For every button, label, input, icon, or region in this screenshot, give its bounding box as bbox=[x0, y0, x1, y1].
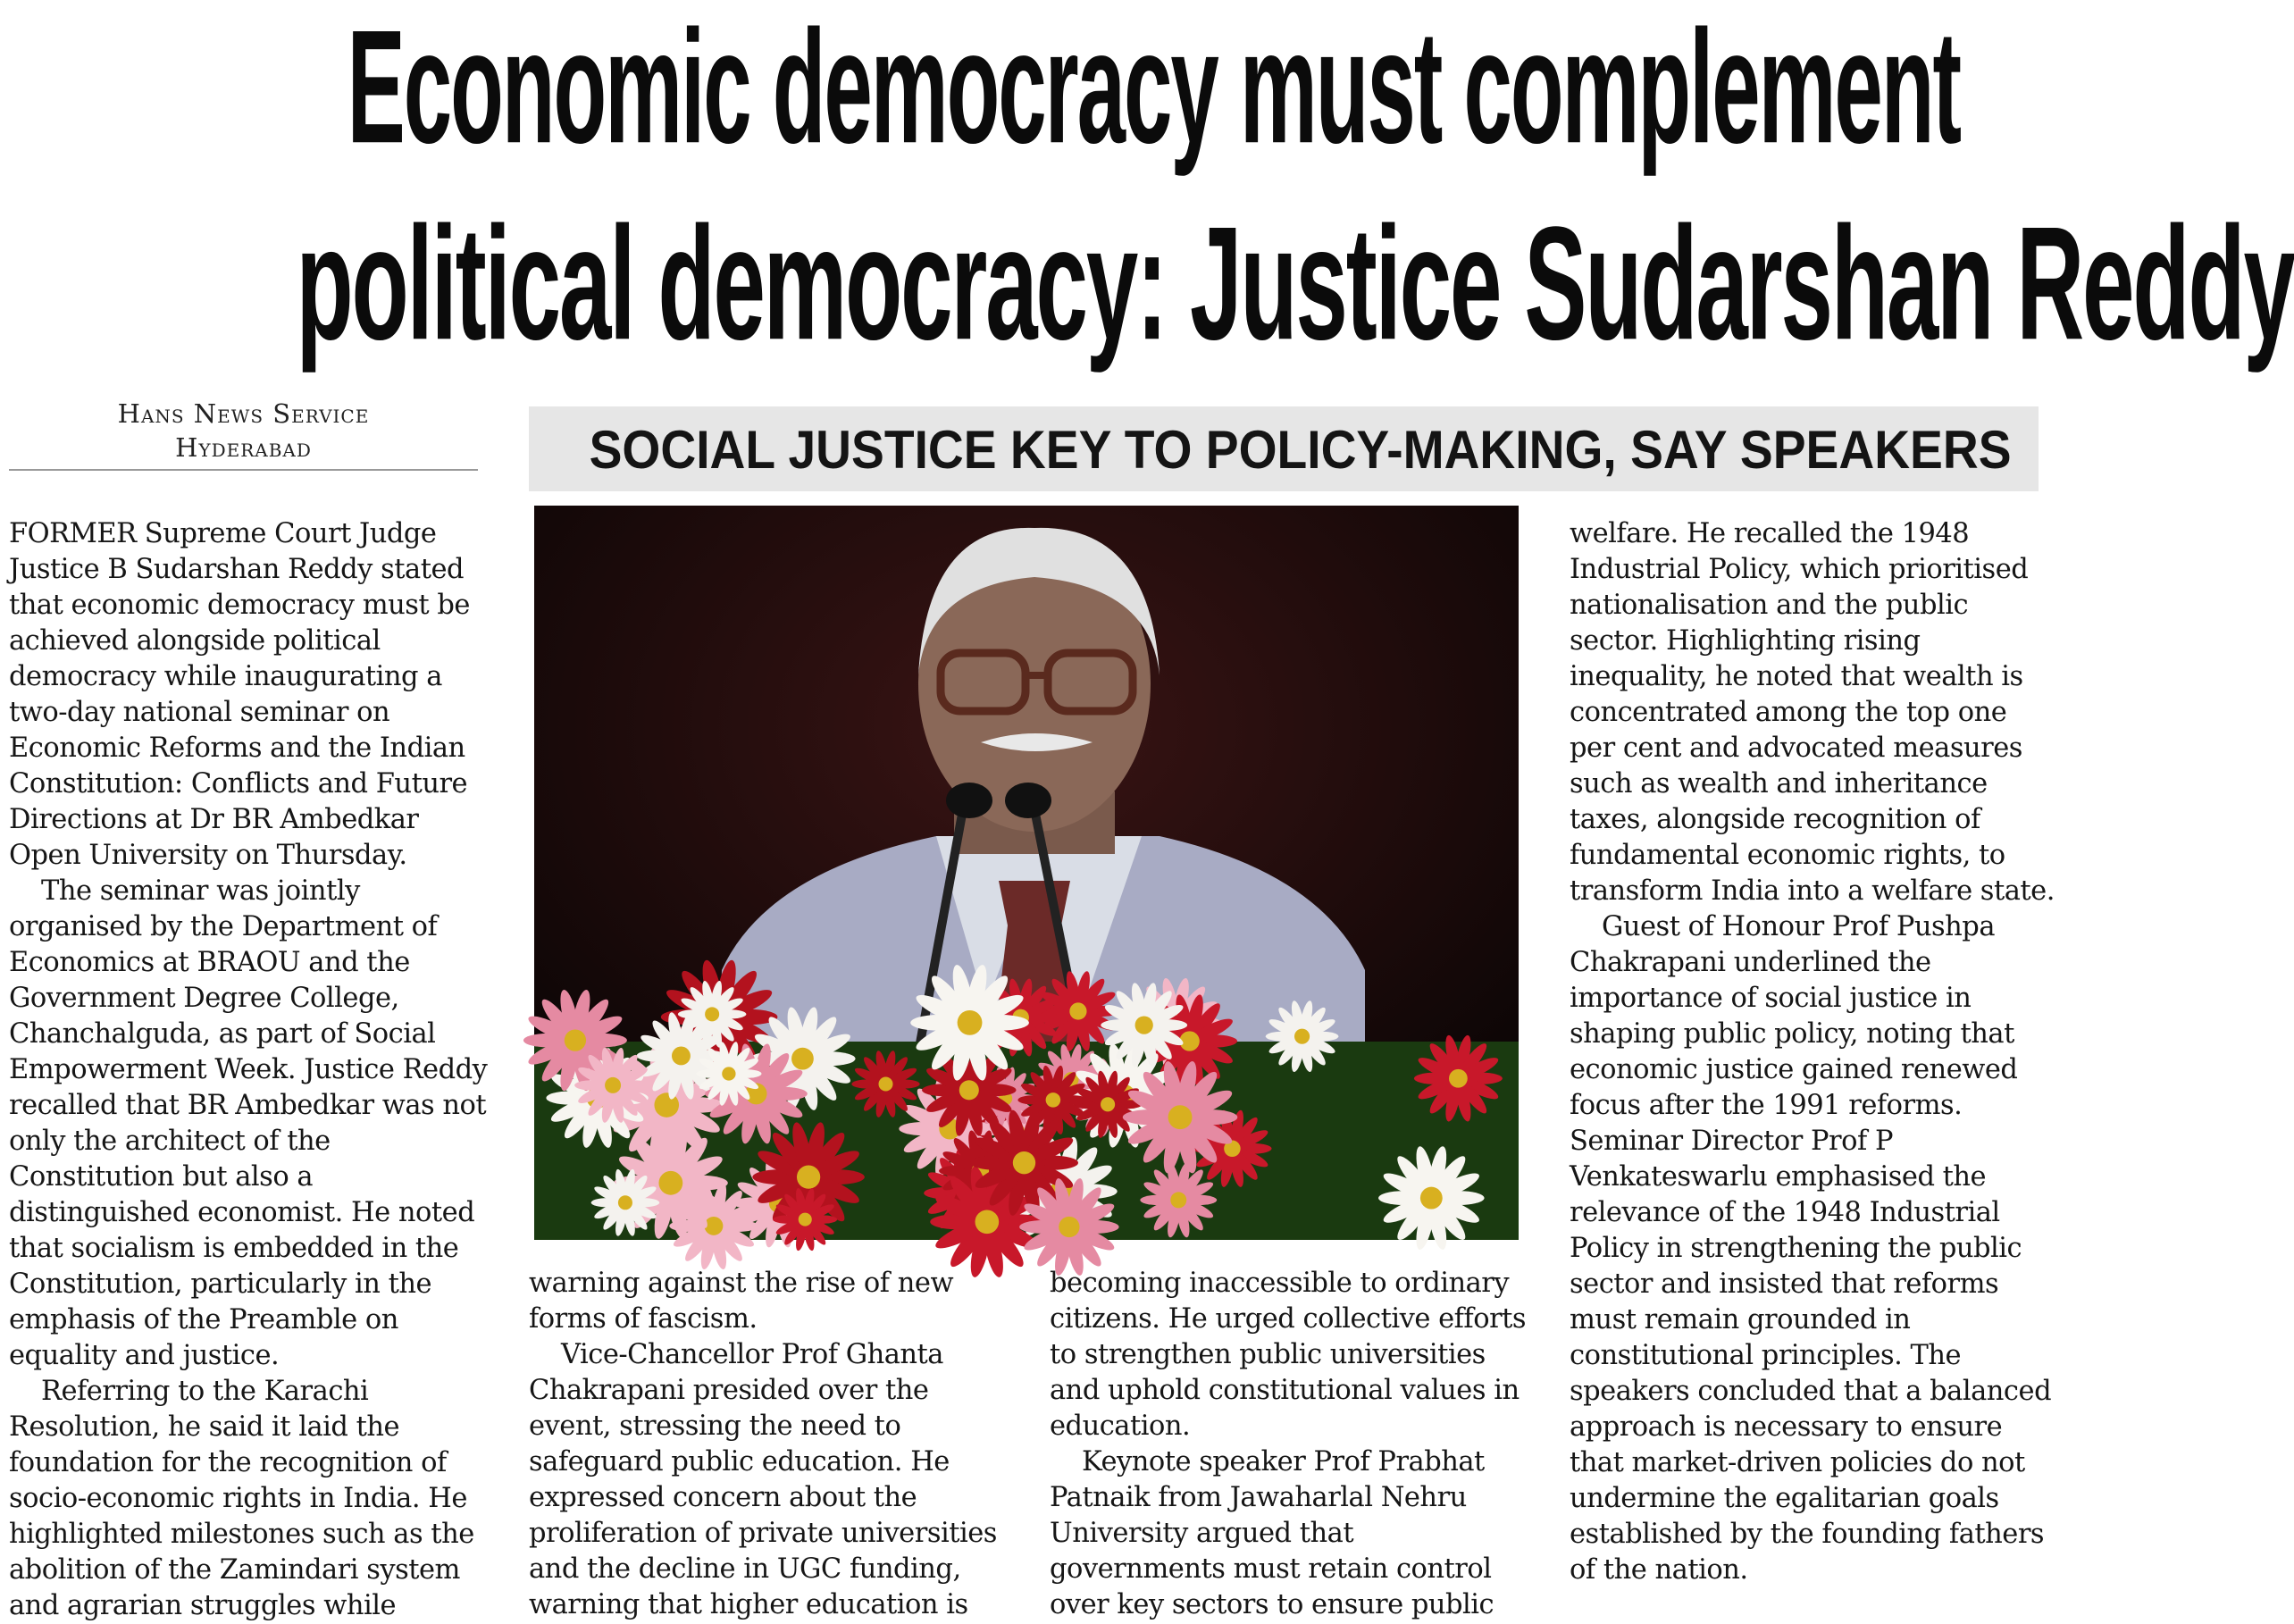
speaker-photo-illustration bbox=[534, 506, 1519, 1240]
headline-line-2: political democracy: Justice Sudarshan Reddy bbox=[296, 194, 2294, 374]
article-column-1 bbox=[9, 516, 496, 1621]
headline-line-1: Economic democracy must complement bbox=[347, 0, 1961, 178]
paragraph: welfare. He recalled the 1948 Industrial Policy, which prioritised nationalisation and the public sector. Highlighting rising inequality, he noted that wealth is concentrated among the top one per cent and advocated measures such as wealth and inheritance taxes, alongside recognition of fundamental economic rights, to transform India into a welfare state. bbox=[1570, 518, 2055, 907]
paragraph: The seminar was jointly organised by the Department of Economics at BRAOU and the Government Degree College, Chanchalguda, as part of Social Empowerment Week. Justice Reddy recalled that BR Ambedkar was not only the architect of the Constitution but also a distinguished economist. He noted that socialism is embedded in the Constitution, particularly in the emphasis of the Preamble on equality and justice. bbox=[9, 875, 488, 1371]
article-column-3 bbox=[1050, 1266, 1536, 1623]
article-column-4 bbox=[1570, 516, 2056, 1617]
byline-divider bbox=[9, 469, 478, 471]
article-photo bbox=[534, 506, 1519, 1240]
byline bbox=[9, 397, 478, 465]
strapline-box bbox=[529, 406, 2039, 491]
strapline: SOCIAL JUSTICE KEY TO POLICY-MAKING, SAY SPEAKERS bbox=[589, 420, 2012, 480]
byline-place: Hyderabad bbox=[175, 432, 312, 463]
paragraph: Keynote speaker Prof Prabhat Patnaik from Jawaharlal Nehru University argued that governments must retain control over key sectors to ensure public bbox=[1050, 1446, 1494, 1620]
article-column-2 bbox=[529, 1266, 1016, 1623]
paragraph: warning against the rise of new forms of fascism. bbox=[529, 1268, 954, 1335]
paragraph: Referring to the Karachi Resolution, he said it laid the foundation for the recognition of socio-economic rights in India. He highlighted milestones such as the abolition of the Zamindari system and agrarian struggles while bbox=[9, 1376, 474, 1621]
paragraph: FORMER Supreme Court Judge Justice B Sudarshan Reddy stated that economic democracy must be achieved alongside political democracy while inaugurating a two-day national seminar on Economic Reforms and the Indian Constitution: Conflicts and Future Directions at Dr BR Ambedkar Open University on Thursday. bbox=[9, 518, 470, 871]
byline-agency: Hans News Service bbox=[117, 398, 370, 429]
paragraph: Guest of Honour Prof Pushpa Chakrapani underlined the importance of social justice in shaping public policy, noting that economic justice gained renewed focus after the 1991 reforms. Seminar Director Prof P Venkateswarlu emphasised the relevance of the 1948 Industrial Policy in strengthening the public sector and insisted that reforms must remain grounded in constitutional principles. The speakers concluded that a balanced approach is necessary to ensure that market-driven policies do not undermine the egalitarian goals established by the founding fathers of the nation. bbox=[1570, 911, 2052, 1586]
paragraph: becoming inaccessible to ordinary citizens. He urged collective efforts to strengthen public universities and uphold constitutional values in education. bbox=[1050, 1268, 1527, 1442]
paragraph: Vice-Chancellor Prof Ghanta Chakrapani presided over the event, stressing the need to safeguard public education. He expressed concern about the proliferation of private universities and the decline in UGC funding, warning that higher education is bbox=[529, 1339, 997, 1620]
